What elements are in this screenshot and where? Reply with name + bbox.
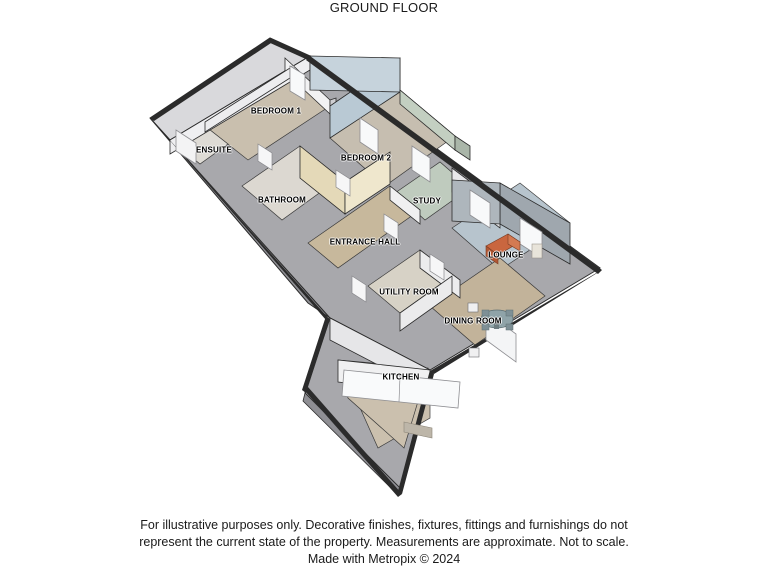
room-label-bedroom2: BEDROOM 2 [340, 153, 392, 163]
floorplan-diagram [0, 18, 768, 508]
room-label-lounge: LOUNGE [488, 250, 524, 260]
room-label-bedroom1: BEDROOM 1 [250, 106, 302, 116]
room-label-entrance-hall: ENTRANCE HALL [329, 237, 401, 247]
room-label-study: STUDY [412, 196, 442, 206]
room-label-bathroom: BATHROOM [257, 195, 307, 205]
disclaimer-line-2: represent the current state of the property. Measurements are approximate. Not to scale. [139, 535, 629, 549]
page-title: GROUND FLOOR [329, 0, 439, 15]
room-label-utility: UTILITY ROOM [379, 287, 439, 297]
room-label-ensuite: ENSUITE [195, 145, 233, 155]
attribution-line: Made with Metropix © 2024 [307, 552, 461, 566]
floorplan-svg [0, 18, 768, 508]
room-label-dining: DINING ROOM [444, 316, 502, 326]
room-label-kitchen: KITCHEN [382, 372, 420, 382]
disclaimer-line-1: For illustrative purposes only. Decorative finishes, fixtures, fittings and furnishings do not [140, 518, 628, 532]
disclaimer-footer [0, 517, 768, 568]
